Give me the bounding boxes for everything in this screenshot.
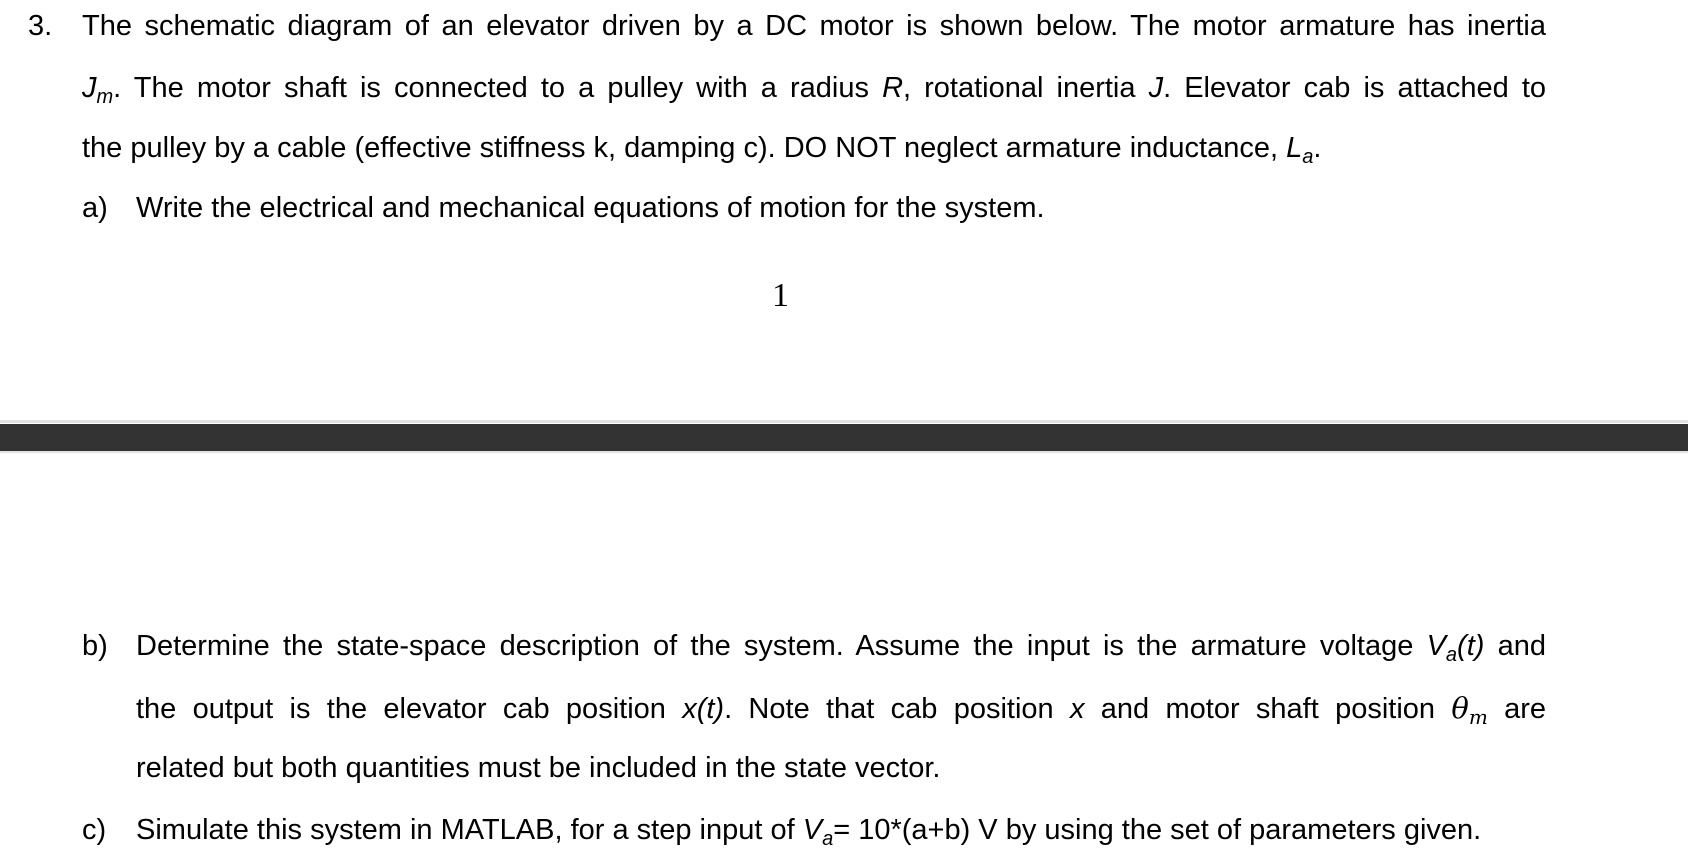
problem-line-2 [82, 68, 1546, 117]
var-va-c: V [802, 814, 823, 846]
var-la: L [1286, 132, 1303, 164]
var-va-arg: (t) [1457, 630, 1485, 662]
problem-number: 3. [28, 10, 53, 42]
var-j: J [1148, 72, 1164, 104]
part-c-text-a: Simulate this system in MATLAB, for a step input of [136, 814, 803, 846]
part-b-line-2-end: are [1487, 693, 1546, 725]
var-theta: θ [1451, 691, 1469, 725]
var-jm: J [82, 72, 97, 104]
part-c-text [136, 810, 1481, 859]
page-number: 1 [772, 277, 789, 314]
part-a-label: a) [82, 192, 108, 224]
var-la-sub: a [1302, 146, 1314, 168]
var-va: V [1426, 630, 1446, 662]
part-b-line-1-text: Determine the state-space description of the system. Assume the input is the armature voltage [136, 630, 1427, 662]
part-b-line-3: related but both quantities must be included in the state vector. [136, 752, 941, 784]
part-c-text-b: = 10*(a+b) V by using the set of parameters given. [833, 814, 1482, 846]
page-break-bar [0, 424, 1688, 451]
page-gap-bottom [0, 451, 1688, 453]
part-b-line-2-mid2: and motor shaft position [1084, 693, 1452, 725]
part-c-label: c) [82, 814, 107, 846]
page-gap-top [0, 420, 1688, 423]
var-va-sub: a [1445, 644, 1458, 666]
part-a-text: Write the electrical and mechanical equations of motion for the system. [136, 192, 1045, 224]
var-r: R [882, 72, 904, 104]
part-b-line-2-mid: . Note that cab position [724, 693, 1070, 725]
part-b-line-2 [136, 688, 1546, 737]
problem-line-2-b: , rotational inertia [903, 72, 1149, 104]
part-b-line-1 [136, 626, 1546, 675]
var-theta-sub: m [1468, 705, 1488, 729]
var-va-c-sub: a [822, 828, 834, 850]
problem-line-1: The schematic diagram of an elevator driven by a DC motor is shown below. The motor armature has inertia [82, 10, 1546, 42]
part-b-label: b) [82, 630, 108, 662]
problem-line-2-c: . Elevator cab is attached to [1163, 72, 1547, 104]
part-b-line-2-text: the output is the elevator cab position [136, 693, 683, 725]
part-b-line-1-end: and [1484, 630, 1547, 662]
problem-line-3 [82, 128, 1321, 177]
var-x-t: x(t) [682, 693, 725, 725]
problem-line-3-end: . [1313, 132, 1322, 164]
problem-line-2-a: . The motor shaft is connected to a pulley with a radius [113, 72, 883, 104]
var-jm-sub: m [96, 86, 114, 108]
var-x: x [1069, 693, 1085, 725]
problem-line-3-text: the pulley by a cable (effective stiffness k, damping c). DO NOT neglect armature inductance, [82, 132, 1287, 164]
